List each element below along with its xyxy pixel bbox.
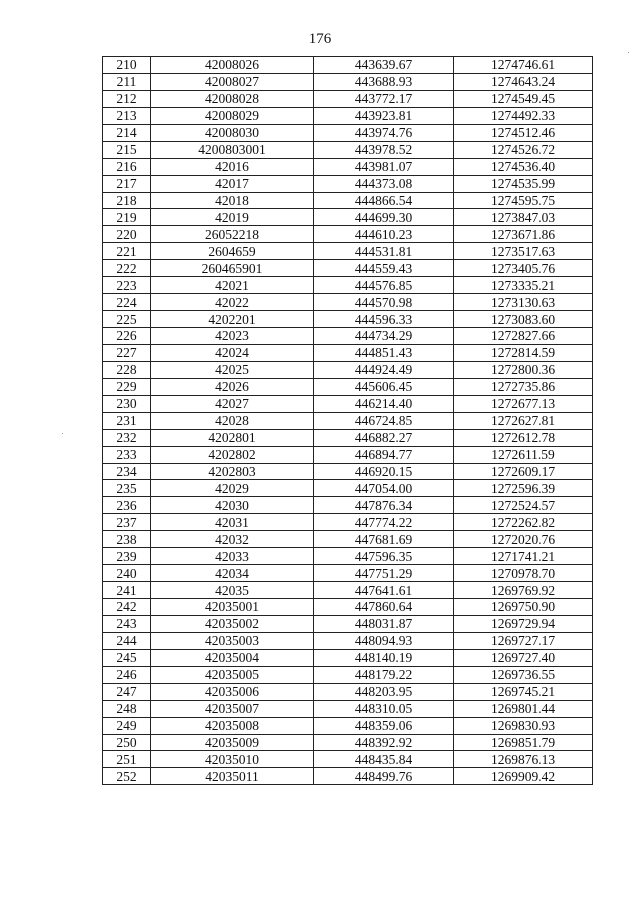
- row-index-cell: 245: [103, 649, 151, 666]
- row-index-cell: 246: [103, 666, 151, 683]
- row-index-cell: 220: [103, 226, 151, 243]
- row-index-cell: 229: [103, 378, 151, 395]
- x-coordinate-cell: 443772.17: [314, 90, 454, 107]
- row-index-cell: 236: [103, 497, 151, 514]
- row-index-cell: 235: [103, 480, 151, 497]
- x-coordinate-cell: 444924.49: [314, 361, 454, 378]
- table-row: [103, 158, 593, 175]
- row-index-cell: 238: [103, 531, 151, 548]
- y-coordinate-cell: 1272596.39: [454, 480, 593, 497]
- x-coordinate-cell: 448435.84: [314, 751, 454, 768]
- table-row: [103, 751, 593, 768]
- y-coordinate-cell: 1272611.59: [454, 446, 593, 463]
- point-id-cell: 26052218: [151, 226, 314, 243]
- y-coordinate-cell: 1272800.36: [454, 361, 593, 378]
- point-id-cell: 42032: [151, 531, 314, 548]
- x-coordinate-cell: 448310.05: [314, 700, 454, 717]
- y-coordinate-cell: 1272262.82: [454, 514, 593, 531]
- y-coordinate-cell: 1272524.57: [454, 497, 593, 514]
- y-coordinate-cell: 1273405.76: [454, 260, 593, 277]
- point-id-cell: 42035007: [151, 700, 314, 717]
- table-row: [103, 599, 593, 616]
- point-id-cell: 4200803001: [151, 141, 314, 158]
- x-coordinate-cell: 448359.06: [314, 717, 454, 734]
- y-coordinate-cell: 1273847.03: [454, 209, 593, 226]
- y-coordinate-cell: 1274643.24: [454, 73, 593, 90]
- table-row: [103, 107, 593, 124]
- row-index-cell: 250: [103, 734, 151, 751]
- point-id-cell: 42030: [151, 497, 314, 514]
- point-id-cell: 42008030: [151, 124, 314, 141]
- x-coordinate-cell: 447774.22: [314, 514, 454, 531]
- y-coordinate-cell: 1274535.99: [454, 175, 593, 192]
- table-row: [103, 361, 593, 378]
- row-index-cell: 224: [103, 294, 151, 311]
- y-coordinate-cell: 1274595.75: [454, 192, 593, 209]
- table-row: [103, 226, 593, 243]
- row-index-cell: 227: [103, 344, 151, 361]
- y-coordinate-cell: 1269769.92: [454, 582, 593, 599]
- table-row: [103, 73, 593, 90]
- point-id-cell: 42031: [151, 514, 314, 531]
- point-id-cell: 42035002: [151, 615, 314, 632]
- y-coordinate-cell: 1273083.60: [454, 311, 593, 328]
- x-coordinate-cell: 444531.81: [314, 243, 454, 260]
- scan-speck: [62, 433, 63, 434]
- y-coordinate-cell: 1269736.55: [454, 666, 593, 683]
- x-coordinate-cell: 448499.76: [314, 768, 454, 785]
- x-coordinate-cell: 446882.27: [314, 429, 454, 446]
- table-row: [103, 734, 593, 751]
- x-coordinate-cell: 447641.61: [314, 582, 454, 599]
- y-coordinate-cell: 1273130.63: [454, 294, 593, 311]
- x-coordinate-cell: 447860.64: [314, 599, 454, 616]
- x-coordinate-cell: 444596.33: [314, 311, 454, 328]
- x-coordinate-cell: 444373.08: [314, 175, 454, 192]
- table-row: [103, 446, 593, 463]
- row-index-cell: 222: [103, 260, 151, 277]
- y-coordinate-cell: 1273517.63: [454, 243, 593, 260]
- point-id-cell: 42025: [151, 361, 314, 378]
- table-row: [103, 548, 593, 565]
- y-coordinate-cell: 1274746.61: [454, 57, 593, 74]
- row-index-cell: 240: [103, 565, 151, 582]
- y-coordinate-cell: 1271741.21: [454, 548, 593, 565]
- x-coordinate-cell: 446920.15: [314, 463, 454, 480]
- row-index-cell: 217: [103, 175, 151, 192]
- x-coordinate-cell: 444866.54: [314, 192, 454, 209]
- y-coordinate-cell: 1274536.40: [454, 158, 593, 175]
- table-row: [103, 395, 593, 412]
- row-index-cell: 211: [103, 73, 151, 90]
- table-row: [103, 209, 593, 226]
- coordinates-table: [102, 56, 593, 785]
- x-coordinate-cell: 444570.98: [314, 294, 454, 311]
- x-coordinate-cell: 446724.85: [314, 412, 454, 429]
- x-coordinate-cell: 444734.29: [314, 328, 454, 345]
- row-index-cell: 252: [103, 768, 151, 785]
- table-row: [103, 582, 593, 599]
- x-coordinate-cell: 446214.40: [314, 395, 454, 412]
- table-row: [103, 277, 593, 294]
- table-row: [103, 141, 593, 158]
- point-id-cell: 42019: [151, 209, 314, 226]
- table-row: [103, 243, 593, 260]
- point-id-cell: 42035005: [151, 666, 314, 683]
- table-row: [103, 700, 593, 717]
- table-row: [103, 565, 593, 582]
- row-index-cell: 228: [103, 361, 151, 378]
- row-index-cell: 216: [103, 158, 151, 175]
- y-coordinate-cell: 1274512.46: [454, 124, 593, 141]
- x-coordinate-cell: 443978.52: [314, 141, 454, 158]
- point-id-cell: 42016: [151, 158, 314, 175]
- coordinates-table-container: [102, 56, 592, 785]
- point-id-cell: 42026: [151, 378, 314, 395]
- row-index-cell: 223: [103, 277, 151, 294]
- row-index-cell: 233: [103, 446, 151, 463]
- y-coordinate-cell: 1270978.70: [454, 565, 593, 582]
- y-coordinate-cell: 1272827.66: [454, 328, 593, 345]
- y-coordinate-cell: 1269727.17: [454, 632, 593, 649]
- y-coordinate-cell: 1272677.13: [454, 395, 593, 412]
- table-row: [103, 90, 593, 107]
- point-id-cell: 4202801: [151, 429, 314, 446]
- table-row: [103, 57, 593, 74]
- point-id-cell: 42021: [151, 277, 314, 294]
- table-row: [103, 615, 593, 632]
- scan-speck: [628, 52, 629, 53]
- point-id-cell: 42035008: [151, 717, 314, 734]
- y-coordinate-cell: 1272612.78: [454, 429, 593, 446]
- row-index-cell: 212: [103, 90, 151, 107]
- table-row: [103, 497, 593, 514]
- table-row: [103, 294, 593, 311]
- y-coordinate-cell: 1269727.40: [454, 649, 593, 666]
- point-id-cell: 42022: [151, 294, 314, 311]
- table-row: [103, 328, 593, 345]
- y-coordinate-cell: 1269876.13: [454, 751, 593, 768]
- y-coordinate-cell: 1272814.59: [454, 344, 593, 361]
- table-row: [103, 666, 593, 683]
- point-id-cell: 42035004: [151, 649, 314, 666]
- point-id-cell: 42028: [151, 412, 314, 429]
- point-id-cell: 42033: [151, 548, 314, 565]
- table-row: [103, 717, 593, 734]
- y-coordinate-cell: 1269851.79: [454, 734, 593, 751]
- x-coordinate-cell: 443923.81: [314, 107, 454, 124]
- point-id-cell: 4202201: [151, 311, 314, 328]
- row-index-cell: 243: [103, 615, 151, 632]
- point-id-cell: 42035003: [151, 632, 314, 649]
- y-coordinate-cell: 1274526.72: [454, 141, 593, 158]
- page-number: 176: [308, 31, 332, 47]
- table-row: [103, 260, 593, 277]
- point-id-cell: 4202803: [151, 463, 314, 480]
- x-coordinate-cell: 447681.69: [314, 531, 454, 548]
- row-index-cell: 242: [103, 599, 151, 616]
- point-id-cell: 42008026: [151, 57, 314, 74]
- point-id-cell: 42035010: [151, 751, 314, 768]
- x-coordinate-cell: 447751.29: [314, 565, 454, 582]
- row-index-cell: 214: [103, 124, 151, 141]
- point-id-cell: 42023: [151, 328, 314, 345]
- row-index-cell: 210: [103, 57, 151, 74]
- x-coordinate-cell: 446894.77: [314, 446, 454, 463]
- table-row: [103, 175, 593, 192]
- row-index-cell: 231: [103, 412, 151, 429]
- table-row: [103, 429, 593, 446]
- x-coordinate-cell: 444699.30: [314, 209, 454, 226]
- row-index-cell: 251: [103, 751, 151, 768]
- table-row: [103, 344, 593, 361]
- y-coordinate-cell: 1272020.76: [454, 531, 593, 548]
- table-row: [103, 311, 593, 328]
- row-index-cell: 226: [103, 328, 151, 345]
- point-id-cell: 42035: [151, 582, 314, 599]
- table-row: [103, 378, 593, 395]
- y-coordinate-cell: 1269745.21: [454, 683, 593, 700]
- y-coordinate-cell: 1274549.45: [454, 90, 593, 107]
- point-id-cell: 42035006: [151, 683, 314, 700]
- point-id-cell: 42035001: [151, 599, 314, 616]
- table-row: [103, 480, 593, 497]
- row-index-cell: 232: [103, 429, 151, 446]
- row-index-cell: 244: [103, 632, 151, 649]
- y-coordinate-cell: 1273335.21: [454, 277, 593, 294]
- row-index-cell: 239: [103, 548, 151, 565]
- point-id-cell: 260465901: [151, 260, 314, 277]
- row-index-cell: 241: [103, 582, 151, 599]
- row-index-cell: 218: [103, 192, 151, 209]
- x-coordinate-cell: 443981.07: [314, 158, 454, 175]
- table-row: [103, 412, 593, 429]
- point-id-cell: 2604659: [151, 243, 314, 260]
- x-coordinate-cell: 444576.85: [314, 277, 454, 294]
- y-coordinate-cell: 1269909.42: [454, 768, 593, 785]
- point-id-cell: 42008029: [151, 107, 314, 124]
- x-coordinate-cell: 444610.23: [314, 226, 454, 243]
- x-coordinate-cell: 443639.67: [314, 57, 454, 74]
- y-coordinate-cell: 1272627.81: [454, 412, 593, 429]
- point-id-cell: 42034: [151, 565, 314, 582]
- y-coordinate-cell: 1269750.90: [454, 599, 593, 616]
- table-row: [103, 683, 593, 700]
- table-row: [103, 632, 593, 649]
- coordinates-table-body: [103, 57, 593, 785]
- row-index-cell: 225: [103, 311, 151, 328]
- x-coordinate-cell: 448203.95: [314, 683, 454, 700]
- x-coordinate-cell: 445606.45: [314, 378, 454, 395]
- x-coordinate-cell: 447054.00: [314, 480, 454, 497]
- x-coordinate-cell: 444851.43: [314, 344, 454, 361]
- table-row: [103, 463, 593, 480]
- y-coordinate-cell: 1274492.33: [454, 107, 593, 124]
- table-row: [103, 192, 593, 209]
- table-row: [103, 514, 593, 531]
- row-index-cell: 247: [103, 683, 151, 700]
- table-row: [103, 649, 593, 666]
- point-id-cell: 42029: [151, 480, 314, 497]
- x-coordinate-cell: 443688.93: [314, 73, 454, 90]
- x-coordinate-cell: 447876.34: [314, 497, 454, 514]
- y-coordinate-cell: 1272735.86: [454, 378, 593, 395]
- row-index-cell: 230: [103, 395, 151, 412]
- x-coordinate-cell: 448031.87: [314, 615, 454, 632]
- point-id-cell: 42017: [151, 175, 314, 192]
- y-coordinate-cell: 1273671.86: [454, 226, 593, 243]
- point-id-cell: 42008027: [151, 73, 314, 90]
- row-index-cell: 237: [103, 514, 151, 531]
- point-id-cell: 42035009: [151, 734, 314, 751]
- row-index-cell: 221: [103, 243, 151, 260]
- row-index-cell: 234: [103, 463, 151, 480]
- y-coordinate-cell: 1269801.44: [454, 700, 593, 717]
- x-coordinate-cell: 444559.43: [314, 260, 454, 277]
- table-row: [103, 531, 593, 548]
- x-coordinate-cell: 448179.22: [314, 666, 454, 683]
- point-id-cell: 42035011: [151, 768, 314, 785]
- row-index-cell: 248: [103, 700, 151, 717]
- point-id-cell: 4202802: [151, 446, 314, 463]
- row-index-cell: 249: [103, 717, 151, 734]
- point-id-cell: 42008028: [151, 90, 314, 107]
- y-coordinate-cell: 1269729.94: [454, 615, 593, 632]
- x-coordinate-cell: 448392.92: [314, 734, 454, 751]
- x-coordinate-cell: 448140.19: [314, 649, 454, 666]
- x-coordinate-cell: 447596.35: [314, 548, 454, 565]
- point-id-cell: 42018: [151, 192, 314, 209]
- table-row: [103, 768, 593, 785]
- y-coordinate-cell: 1272609.17: [454, 463, 593, 480]
- row-index-cell: 219: [103, 209, 151, 226]
- row-index-cell: 213: [103, 107, 151, 124]
- point-id-cell: 42024: [151, 344, 314, 361]
- x-coordinate-cell: 448094.93: [314, 632, 454, 649]
- row-index-cell: 215: [103, 141, 151, 158]
- point-id-cell: 42027: [151, 395, 314, 412]
- x-coordinate-cell: 443974.76: [314, 124, 454, 141]
- table-row: [103, 124, 593, 141]
- y-coordinate-cell: 1269830.93: [454, 717, 593, 734]
